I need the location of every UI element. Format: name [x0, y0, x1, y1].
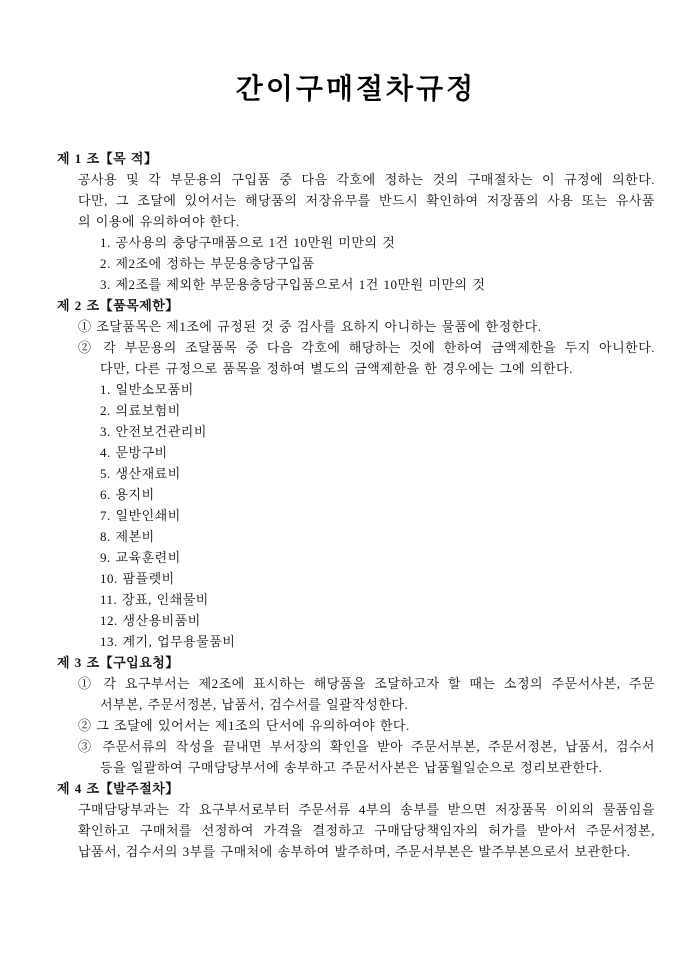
article-2-heading: 제 2 조【품목제한】 [57, 298, 179, 313]
article-2-list-item: 12. 생산용비품비 [100, 613, 201, 628]
article-1-line: 다만, 그 조달에 있어서는 해당품의 저장유무를 반드시 확인하여 저장품의 사용 또는 유사품 [78, 193, 655, 208]
article-2-list-item: 13. 계기, 업무용물품비 [100, 634, 236, 649]
article-1-line: 의 이용에 유의하여야 한다. [78, 214, 240, 229]
article-2-list-item: 6. 용지비 [100, 487, 155, 502]
article-section-4 [57, 778, 655, 862]
article-2-list-item: 4. 문방구비 [100, 445, 168, 460]
article-2-list-item: 2. 의료보험비 [100, 403, 181, 418]
article-1-list-item: 1. 공사용의 충당구매품으로 1건 10만원 미만의 것 [100, 235, 396, 250]
article-2-list-item: 11. 장표, 인쇄물비 [100, 592, 209, 607]
article-1-heading: 제 1 조【목 적】 [57, 151, 158, 166]
article-2-list-item: 8. 제본비 [100, 529, 155, 544]
article-section-2 [57, 295, 655, 652]
article-3-heading: 제 3 조【구입요청】 [57, 655, 179, 670]
article-3-clause: 서부본, 주문서정본, 납품서, 검수서를 일괄작성한다. [100, 697, 409, 712]
article-2-clause: ② 각 부문용의 조달품목 중 다음 각호에 해당하는 것에 한하여 금액제한을 두지 아니한다. [78, 340, 655, 355]
article-1-list-item: 2. 제2조에 정하는 부문용충당구입품 [100, 256, 315, 271]
article-2-list-item: 7. 일반인쇄비 [100, 508, 181, 523]
article-4-line: 확인하고 구매처를 선정하여 가격을 결정하고 구매담당책임자의 허가를 받아서 주문서정본, [78, 823, 655, 838]
article-2-clause: ① 조달품목은 제1조에 규정된 것 중 검사를 요하지 아니하는 물품에 한정한다. [78, 319, 542, 334]
article-4-line: 납품서, 검수서의 3부를 구매처에 송부하여 발주하며, 주문서부본은 발주부본으로서 보관한다. [78, 844, 631, 859]
article-section-1 [57, 148, 655, 295]
article-4-heading: 제 4 조【발주절차】 [57, 781, 179, 796]
article-1-list-item: 3. 제2조를 제외한 부문용충당구입품으로서 1건 10만원 미만의 것 [100, 277, 486, 292]
article-3-clause: ③ 주문서류의 작성을 끝내면 부서장의 확인을 받아 주문서부본, 주문서정본, 납품서, 검수서 [78, 739, 655, 754]
article-3-clause: 등을 일괄하여 구매담당부서에 송부하고 주문서사본은 납품월일순으로 정리보관한다. [100, 760, 603, 775]
article-2-list-item: 1. 일반소모품비 [100, 382, 194, 397]
article-3-clause: ① 각 요구부서는 제2조에 표시하는 해당품을 조달하고자 할 때는 소정의 주문서사본, 주문 [78, 676, 655, 691]
article-section-3 [57, 652, 655, 778]
article-2-list-item: 10. 팜플렛비 [100, 571, 175, 586]
article-4-line: 구매담당부과는 각 요구부서로부터 주문서류 4부의 송부를 받으면 저장품목 이외의 물품임을 [78, 802, 655, 817]
article-2-list-item: 3. 안전보건관리비 [100, 424, 207, 439]
document-title: 간이구매절차규정 [235, 74, 477, 105]
article-2-clause: 다만, 다른 규정으로 품목을 정하여 별도의 금액제한을 한 경우에는 그에 의한다. [100, 361, 573, 376]
article-2-list-item: 9. 교육훈련비 [100, 550, 181, 565]
article-1-line: 공사용 및 각 부문용의 구입품 중 다음 각호에 정하는 것의 구매절차는 이 규정에 의한다. [78, 172, 655, 187]
article-3-clause: ② 그 조달에 있어서는 제1조의 단서에 유의하여야 한다. [78, 718, 410, 733]
article-2-list-item: 5. 생산재료비 [100, 466, 181, 481]
